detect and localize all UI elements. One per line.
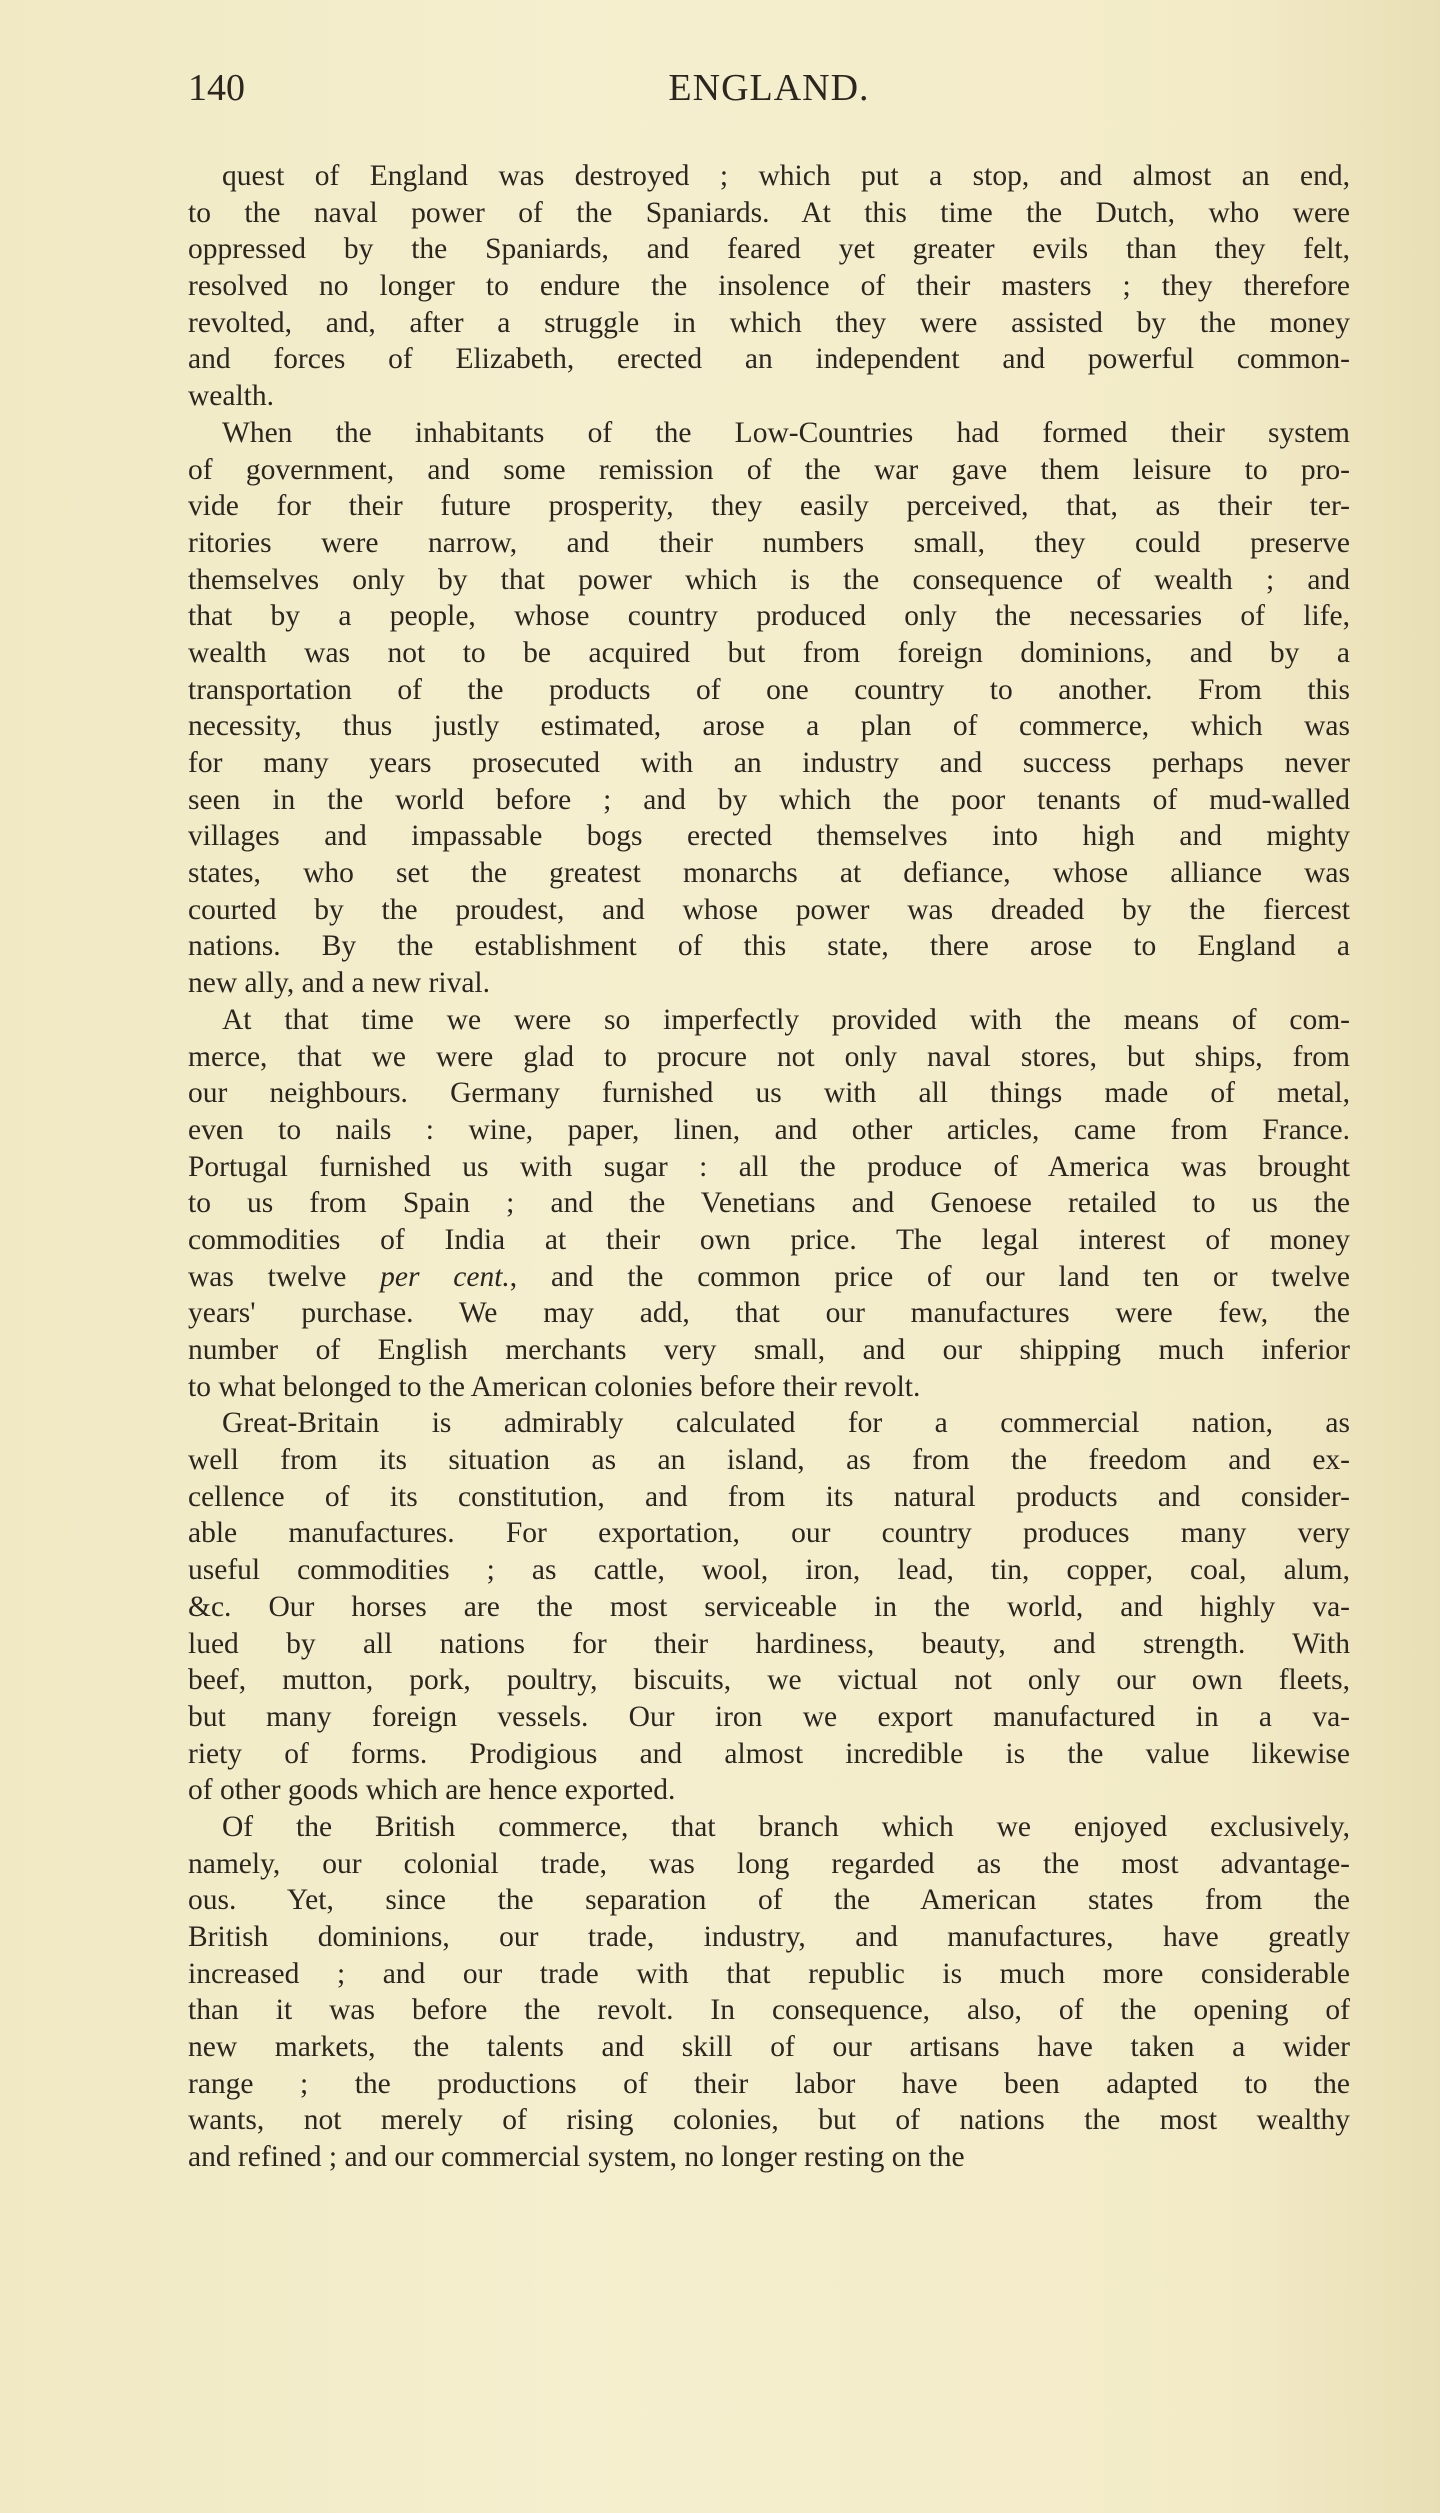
text-line-content: lued by all nations for their hardiness, beauty, and strength. With — [188, 1627, 1350, 1660]
text-line — [188, 855, 1350, 892]
paragraph — [188, 415, 1350, 1002]
text-line-content: Great-Britain is admirably calculated for a commercial nation, as — [222, 1407, 1350, 1440]
text-segment: was twelve — [188, 1260, 381, 1293]
text-line-content: increased ; and our trade with that republic is much more considerable — [188, 1957, 1350, 1990]
text-line-content — [188, 1259, 1350, 1296]
text-line — [188, 1515, 1350, 1552]
text-line — [188, 268, 1350, 305]
text-line — [188, 378, 1350, 415]
text-line-content: villages and impassable bogs erected themselves into high and mighty — [188, 820, 1350, 853]
running-title: ENGLAND. — [668, 67, 870, 109]
text-line-content: themselves only by that power which is the consequence of wealth ; and — [188, 563, 1350, 596]
text-line-content: but many foreign vessels. Our iron we export manufactured in a va- — [188, 1700, 1350, 1733]
text-segment: , and the common price of our land ten or twelve — [509, 1260, 1350, 1293]
text-line-content: oppressed by the Spaniards, and feared yet greater evils than they felt, — [188, 233, 1350, 266]
text-line — [188, 892, 1350, 929]
text-line — [188, 2066, 1350, 2103]
text-line — [188, 672, 1350, 709]
text-line-content: commodities of India at their own price. The legal interest of money — [188, 1223, 1350, 1256]
text-line-content: wealth was not to be acquired but from foreign dominions, and by a — [188, 636, 1350, 669]
text-line-content: courted by the proudest, and whose power was dreaded by the fiercest — [188, 893, 1350, 926]
text-line — [188, 1039, 1350, 1076]
text-line — [188, 1736, 1350, 1773]
text-line — [188, 1369, 1350, 1406]
italic-text: per cent. — [380, 1260, 510, 1293]
text-line-content: our neighbours. Germany furnished us with all things made of metal, — [188, 1077, 1350, 1110]
text-line — [188, 1772, 1350, 1809]
text-line-content: Of the British commerce, that branch which we enjoyed exclusively, — [222, 1810, 1350, 1843]
text-line-content: that by a people, whose country produced only the necessaries of life, — [188, 600, 1350, 633]
text-line — [188, 1295, 1350, 1332]
text-line — [188, 525, 1350, 562]
text-line-content: transportation of the products of one country to another. From this — [188, 673, 1350, 706]
text-line — [188, 195, 1350, 232]
text-line — [188, 305, 1350, 342]
text-line — [188, 1332, 1350, 1369]
text-line-content: wants, not merely of rising colonies, but of nations the most wealthy — [188, 2104, 1350, 2137]
text-line — [188, 2102, 1350, 2139]
text-line-content: necessity, thus justly estimated, arose a plan of commerce, which was — [188, 710, 1350, 743]
page-number: 140 — [188, 67, 245, 109]
text-line-content: Portugal furnished us with sugar : all the produce of America was brought — [188, 1150, 1350, 1183]
text-line — [188, 598, 1350, 635]
text-line — [188, 782, 1350, 819]
text-line-content: number of English merchants very small, and our shipping much inferior — [188, 1334, 1350, 1366]
text-line-content: and refined ; and our commercial system, no longer resting on the — [188, 2141, 965, 2174]
text-line — [188, 745, 1350, 782]
text-line-content: years' purchase. We may add, that our manufactures were few, the — [188, 1297, 1350, 1330]
text-line-content: of government, and some remission of the war gave them leisure to pro- — [188, 453, 1350, 486]
text-line-content: of other goods which are hence exported. — [188, 1774, 676, 1807]
text-line-content: useful commodities ; as cattle, wool, iron, lead, tin, copper, coal, alum, — [188, 1554, 1350, 1587]
text-line-content: British dominions, our trade, industry, and manufactures, have greatly — [188, 1921, 1350, 1953]
text-line-content: &c. Our horses are the most serviceable in the world, and highly va- — [188, 1590, 1350, 1623]
page-header — [188, 66, 1350, 116]
text-line-content: able manufactures. For exportation, our country produces many very — [188, 1517, 1350, 1550]
text-line — [188, 1222, 1350, 1259]
text-line — [188, 1809, 1350, 1846]
paragraph — [188, 1405, 1350, 1809]
text-line-content: new ally, and a new rival. — [188, 967, 490, 1000]
text-line-content: quest of England was destroyed ; which put a stop, and almost an end, — [222, 160, 1350, 192]
text-line-content: beef, mutton, pork, poultry, biscuits, we victual not only our own fleets, — [188, 1664, 1350, 1697]
text-line — [188, 1479, 1350, 1516]
text-line-content: seen in the world before ; and by which the poor tenants of mud-walled — [188, 783, 1350, 816]
text-line — [188, 452, 1350, 489]
text-line-content: to the naval power of the Spaniards. At this time the Dutch, who were — [188, 196, 1350, 229]
text-line-content: to us from Spain ; and the Venetians and Genoese retailed to us the — [188, 1187, 1350, 1220]
text-line — [188, 1919, 1350, 1956]
text-line — [188, 415, 1350, 452]
text-line — [188, 1149, 1350, 1186]
text-line — [188, 1626, 1350, 1663]
text-line — [188, 928, 1350, 965]
text-line-content: cellence of its constitution, and from its natural products and consider- — [188, 1480, 1350, 1513]
body-text — [188, 158, 1350, 2176]
text-line-content: merce, that we were glad to procure not only naval stores, but ships, from — [188, 1040, 1350, 1073]
paragraph — [188, 1809, 1350, 2176]
text-line — [188, 2029, 1350, 2066]
text-line-content: When the inhabitants of the Low-Countries had formed their system — [222, 416, 1350, 449]
text-line — [188, 965, 1350, 1002]
text-line — [188, 1552, 1350, 1589]
text-line — [188, 1992, 1350, 2029]
text-line — [188, 562, 1350, 599]
text-line — [188, 1112, 1350, 1149]
text-line — [188, 2139, 1350, 2176]
text-line-content: ritories were narrow, and their numbers small, they could preserve — [188, 526, 1350, 559]
text-line-content: even to nails : wine, paper, linen, and other articles, came from France. — [188, 1113, 1350, 1146]
text-line — [188, 231, 1350, 268]
text-line — [188, 1002, 1350, 1039]
text-line-content: nations. By the establishment of this state, there arose to England a — [188, 930, 1350, 963]
text-line — [188, 1259, 1350, 1296]
text-line-content: states, who set the greatest monarchs at defiance, whose alliance was — [188, 857, 1350, 890]
text-line-content: namely, our colonial trade, was long regarded as the most advantage- — [188, 1847, 1350, 1880]
text-line-content: vide for their future prosperity, they easily perceived, that, as their ter- — [188, 490, 1350, 523]
text-line-content: and forces of Elizabeth, erected an independent and powerful common- — [188, 343, 1350, 376]
text-line — [188, 1846, 1350, 1883]
text-line-content: to what belonged to the American colonies before their revolt. — [188, 1370, 921, 1403]
text-line — [188, 341, 1350, 378]
text-line — [188, 158, 1350, 195]
paragraph — [188, 1002, 1350, 1406]
text-line — [188, 1442, 1350, 1479]
text-line-content: At that time we were so imperfectly provided with the means of com- — [222, 1003, 1350, 1036]
text-line-content: range ; the productions of their labor have been adapted to the — [188, 2067, 1350, 2100]
text-line — [188, 1185, 1350, 1222]
text-line-content: ous. Yet, since the separation of the American states from the — [188, 1884, 1350, 1917]
text-line — [188, 708, 1350, 745]
text-line — [188, 1075, 1350, 1112]
text-line — [188, 488, 1350, 525]
text-line-content: revolted, and, after a struggle in which they were assisted by the money — [188, 306, 1350, 339]
text-line — [188, 1405, 1350, 1442]
text-line-content: new markets, the talents and skill of our artisans have taken a wider — [188, 2031, 1350, 2064]
text-line-content: for many years prosecuted with an industry and success perhaps never — [188, 747, 1350, 779]
text-line-content: riety of forms. Prodigious and almost incredible is the value likewise — [188, 1737, 1350, 1770]
text-line — [188, 1589, 1350, 1626]
paragraph — [188, 158, 1350, 415]
text-line-content: well from its situation as an island, as from the freedom and ex- — [188, 1444, 1350, 1477]
text-line — [188, 1662, 1350, 1699]
text-line-content: wealth. — [188, 380, 275, 413]
text-line-content: resolved no longer to endure the insolence of their masters ; they therefore — [188, 270, 1350, 303]
text-line — [188, 1882, 1350, 1919]
text-line — [188, 1956, 1350, 1993]
text-line — [188, 818, 1350, 855]
text-line — [188, 1699, 1350, 1736]
text-line-content: than it was before the revolt. In consequence, also, of the opening of — [188, 1994, 1350, 2027]
text-line — [188, 635, 1350, 672]
